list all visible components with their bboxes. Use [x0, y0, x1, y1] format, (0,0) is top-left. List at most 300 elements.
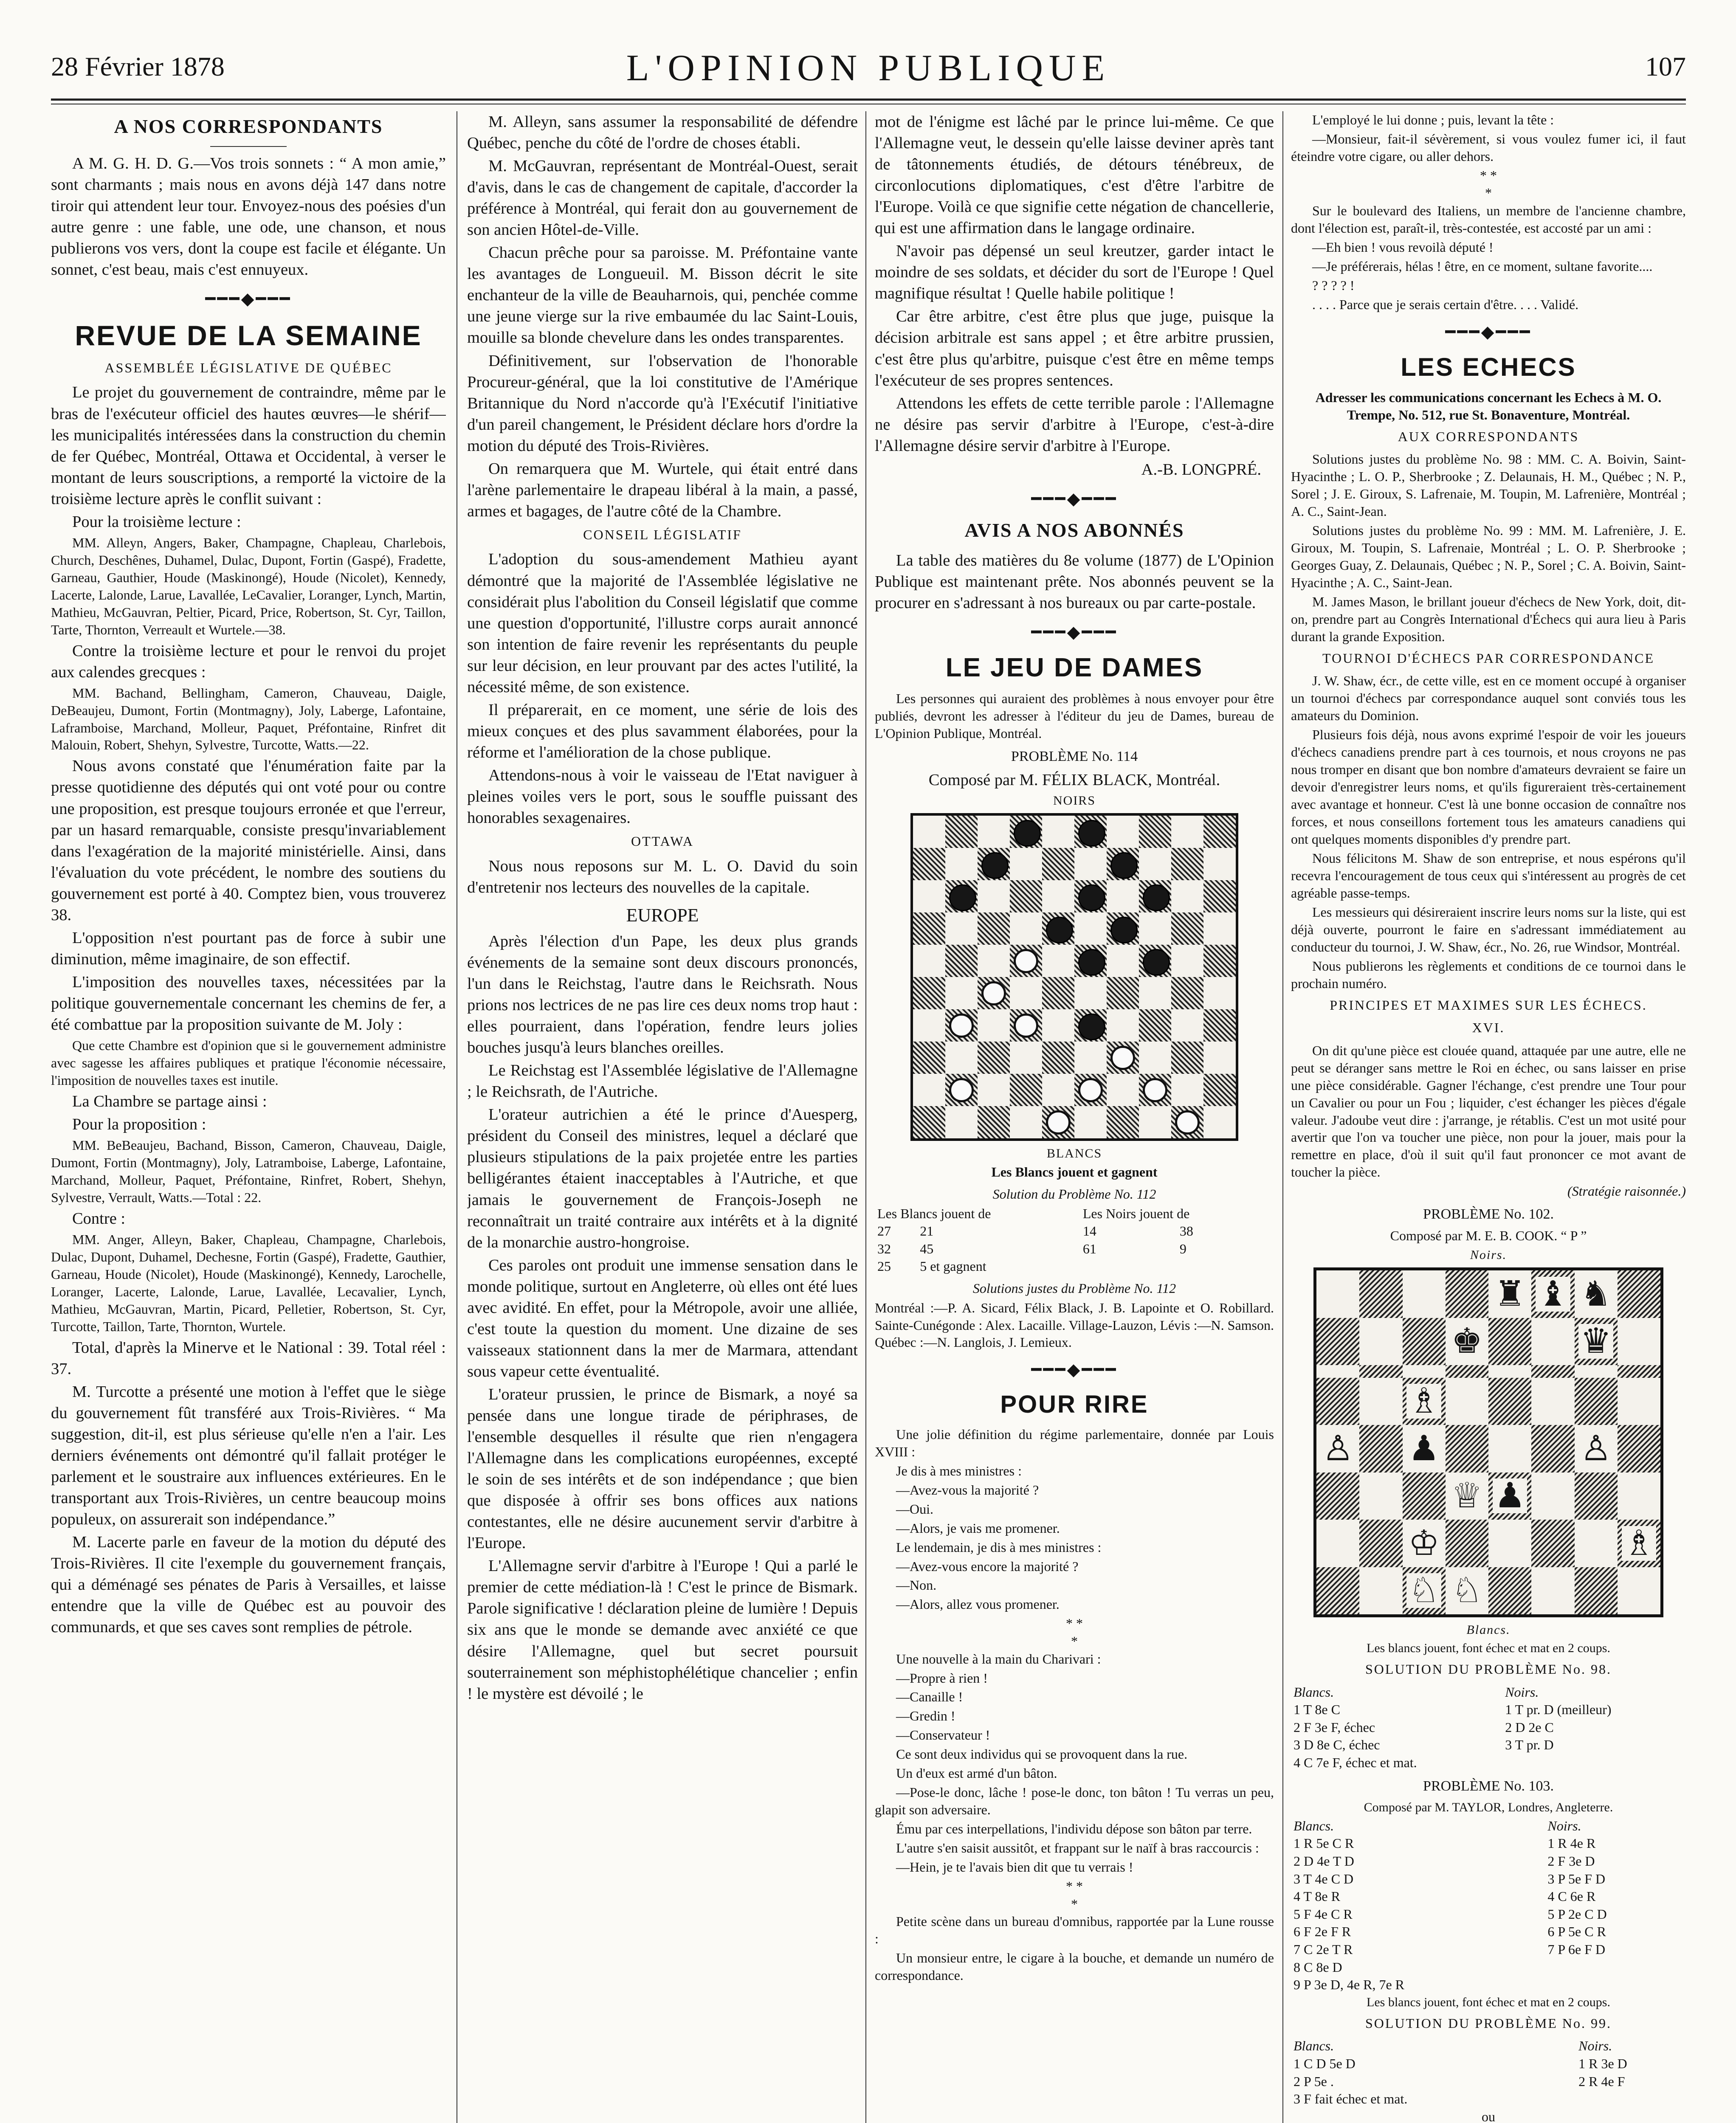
- board-square: [1531, 1425, 1574, 1473]
- board-square: [1203, 912, 1236, 945]
- board-square: [978, 1009, 1010, 1042]
- board-square: [913, 848, 945, 880]
- chess-piece: ♕: [1450, 1478, 1485, 1513]
- paragraph: A M. G. H. D. G.—Vos trois sonnets : “ A mon amie,” sont charmants ; mais nous en avons déjà 147 dans notre tiroir qui attendent leur tour. Envoyez-nous des poésies d'un autre genre : une fable, une ode, une chanson, et nous publierons vos vers, dont la coupe est facile et élégante. Un sonnet, c'est beau, mais c'est ennuyeux.: [51, 154, 446, 279]
- board-square: [1488, 1270, 1531, 1318]
- chess-piece: ♛: [1578, 1324, 1613, 1359]
- board-square: [1403, 1425, 1446, 1473]
- board-square: [1575, 1425, 1618, 1473]
- board-square: [1203, 816, 1236, 848]
- board-square: [1488, 1425, 1531, 1473]
- board-square: [1359, 1365, 1402, 1378]
- line: —Canaille !: [896, 1689, 963, 1705]
- board-square: [1107, 1074, 1139, 1106]
- solution-header: Les Noirs jouent de: [1082, 1205, 1190, 1221]
- chess-piece: ♙: [1321, 1431, 1356, 1466]
- rire-anecdote-2: [875, 1650, 1274, 1876]
- board-square: [1203, 977, 1236, 1009]
- board-square: [1203, 1106, 1236, 1138]
- board-square: [1575, 1365, 1618, 1378]
- problem-table: [1291, 1817, 1686, 1994]
- cell: 1 T pr. D (meilleur): [1505, 1702, 1612, 1718]
- board-square: [1171, 1074, 1203, 1106]
- board-square: [1074, 1009, 1107, 1042]
- table-row: [875, 1240, 1274, 1258]
- side-label-noirs: Noirs.: [1470, 1248, 1507, 1262]
- board-square: [1316, 1270, 1359, 1318]
- cell: [1576, 2090, 1686, 2108]
- board-square: [1403, 1365, 1446, 1378]
- board-square: [1107, 912, 1139, 945]
- board-square: [1446, 1365, 1488, 1378]
- table-row: [1291, 2037, 1686, 2055]
- board-square: [1107, 1042, 1139, 1074]
- board-square: [1139, 880, 1171, 912]
- board-square: [1618, 1425, 1660, 1473]
- black-piece: [1014, 820, 1041, 847]
- header-rule: [51, 99, 1686, 101]
- board-square: [1139, 1042, 1171, 1074]
- cell: [1545, 1959, 1686, 1977]
- paragraph: Petite scène dans un bureau d'omnibus, rapportée par la Lune rousse :: [875, 1914, 1274, 1947]
- vote-list: MM. BeBeaujeu, Bachand, Bisson, Cameron, Chauveau, Daigle, Dumont, Fortin (Montmagny), Joly, Latramboise, Laberge, Lafontaine, Marchand, Molleur, Paquet, Préfontaine, Rinfret, Robert, Shehyn, Sylvestre, Verrault, Watts.—Total : 22.: [51, 1137, 446, 1205]
- paragraph: L'opposition n'est pourtant pas de force à subir une diminution, même imaginaire, de son effectif.: [51, 929, 446, 968]
- table-row: [1291, 2055, 1686, 2073]
- board-square: [1042, 912, 1074, 945]
- board-square: [1359, 1425, 1402, 1473]
- paragraph: L'adoption du sous-amendement Mathieu ayant démontré que la majorité de l'Assemblée législative ne considérait plus l'abolition du Conseil législatif que comme une question d'opportunité, l'illustre corps aurait annoncé son intention de faire revenir les représentants du peuple sur leur décision, en leur prouvant par des actes l'utilité, la nécessité même, de son existence.: [467, 550, 858, 696]
- paragraph: Le Reichstag est l'Assemblée législative de l'Allemagne ; le Reichsrath, de l'Autriche.: [467, 1062, 858, 1101]
- board-square: [1010, 945, 1042, 977]
- board-square: [945, 1009, 978, 1042]
- table-row: [1291, 1684, 1686, 1701]
- table-row: [1291, 1941, 1686, 1959]
- board-square: [1042, 945, 1074, 977]
- solution-title: SOLUTION DU PROBLÈME No. 99.: [1365, 2015, 1612, 2031]
- black-piece: [1078, 820, 1105, 847]
- ornament-divider: ━━━◆━━━: [1445, 322, 1532, 341]
- board-square: [1531, 1567, 1574, 1615]
- problem-title: PROBLÈME No. 114: [1011, 749, 1138, 765]
- board-square: [945, 848, 978, 880]
- paragraph: Ces paroles ont produit une immense sensation dans le monde politique, surtout en Angleterre, où elles ont été lues avec avidité. En effet, pour la Métropole, avoir une alliée, c'est toute la question du moment. Une dizaine de ses vaisseaux stationnent dans la mer de Marmara, attendant sous vapeur cette éventualité.: [467, 1256, 858, 1380]
- table-row: [1291, 1817, 1686, 1835]
- line: —Oui.: [896, 1501, 933, 1517]
- page-number: 107: [1645, 51, 1686, 82]
- cell: 4 T 8e R: [1294, 1889, 1340, 1904]
- cell: 3 D 8e C, échec: [1294, 1737, 1380, 1753]
- board-square: [978, 816, 1010, 848]
- line: —Avez-vous encore la majorité ?: [896, 1558, 1079, 1574]
- paragraph: Solutions justes du problème No. 98 : MM. C. A. Boivin, Saint-Hyacinthe ; L. O. P., Sherbrooke ; Z. Delaunais, H. M., Québec ; N. P., Sorel ; J. E. Giroux, S. Lafrenaie, M. Toupin, M. Lafrenière, Montréal ; A. C., Saint-Jean.: [1291, 451, 1686, 519]
- ornament-divider: ━━━◆━━━: [205, 289, 292, 309]
- asterism: * * *: [1066, 1616, 1083, 1649]
- cell: 2 F 3e F, échec: [1294, 1719, 1375, 1735]
- ornament-divider: ━━━◆━━━: [1031, 489, 1118, 508]
- board-square: [945, 945, 978, 977]
- cell: 1 T 8e C: [1294, 1702, 1340, 1718]
- chess-piece: ♟: [1493, 1478, 1527, 1513]
- board-square: [945, 880, 978, 912]
- black-piece: [1110, 852, 1138, 879]
- board-square: [1074, 1042, 1107, 1074]
- board-square: [978, 880, 1010, 912]
- paragraph: On dit qu'une pièce est clouée quand, attaquée par une autre, elle ne peut se déranger sans mettre le Roi en échec, ou sans laisser en prise une pièce considérable. Gagner l'échange, c'est prendre une Tour pour un Cavalier ou pour un Fou ; liquider, c'est échanger les pièces d'égale valeur. J'adoube veut dire : j'arrange, je rétablis. C'est un mot usité pour avertir que l'on va toucher une pièce, non pour la jouer, mais pour la remettre en place, d'où il suit qu'il faut prononcer ce mot avant de toucher la pièce.: [1291, 1042, 1686, 1180]
- cell: 7 C 2e T R: [1294, 1941, 1353, 1957]
- board-square: [978, 945, 1010, 977]
- paragraph: —Je préférerais, hélas ! être, en ce moment, sultane favorite....: [1312, 258, 1653, 274]
- paragraph: M. Alleyn, sans assumer la responsabilité de défendre Québec, penche du côté de l'ordre de choses établi.: [467, 113, 858, 152]
- board-square: [1618, 1378, 1660, 1425]
- board-square: [1316, 1378, 1359, 1425]
- board-square: [1575, 1378, 1618, 1425]
- cell: 32: [877, 1241, 891, 1256]
- board-square: [1203, 880, 1236, 912]
- cell: 6 P 5e C R: [1547, 1924, 1606, 1940]
- board-square: [1203, 1042, 1236, 1074]
- echecs-heading: LES ECHECS: [1401, 352, 1576, 381]
- board-square: [1316, 1473, 1359, 1520]
- board-square: [913, 945, 945, 977]
- problem-author: Composé par M. E. B. COOK. “ P ”: [1390, 1228, 1587, 1244]
- board-square: [1359, 1318, 1402, 1366]
- black-piece: [1143, 949, 1170, 976]
- line: —Conservateur !: [896, 1727, 990, 1743]
- cell: [1545, 1976, 1686, 1994]
- board-square: [1139, 848, 1171, 880]
- board-square: [1042, 977, 1074, 1009]
- column-2: [467, 111, 858, 2123]
- paragraph: Attendons-nous à voir le vaisseau de l'Etat naviguer à pleines voiles vers le port, sous le souffle puissant des honorables sexagenaires.: [467, 766, 858, 827]
- paragraph: Après l'élection d'un Pape, les deux plus grands événements de la semaine sont deux discours prononcés, l'un dans le Reichstag, l'autre dans le Reichsrath. Nous prions nos lectrices de ne pas lire ces deux noms trop haut : elles pourraient, dans l'opération, fendre leurs jolies bouches jusqu'à leurs blanches oreilles.: [467, 932, 858, 1057]
- line: —Hein, je te l'avais bien dit que tu verrais !: [896, 1859, 1133, 1875]
- paragraph: . . . . Parce que je serais certain d'être. . . . Validé.: [1312, 296, 1579, 312]
- board-square: [1531, 1365, 1574, 1378]
- board-square: [913, 1009, 945, 1042]
- board-square: [1446, 1270, 1488, 1318]
- column-3: [875, 111, 1274, 2123]
- board-square: [1171, 848, 1203, 880]
- board-square: [1171, 977, 1203, 1009]
- black-piece: [1046, 917, 1073, 944]
- paragraph: Nous avons constaté que l'énumération faite par la presse quotidienne des députés qui ont voté pour ou contre une proposition, est presque toujours erronée et que l'erreur, par un hasard remarquable, consiste presqu'invariablement dans l'exagération de la majorité ministérielle. Ainsi, dans l'évaluation du vote précédent, le nombre des soutiens du gouvernement est porté à 40. Comptez bien, vous trouverez 38.: [51, 757, 446, 924]
- board-square: [1074, 848, 1107, 880]
- board-square: [1488, 1473, 1531, 1520]
- white-piece: [1014, 1014, 1038, 1038]
- white-piece: [1143, 1078, 1167, 1103]
- cell: 1 R 5e C R: [1294, 1836, 1354, 1851]
- line: —Gredin !: [896, 1708, 955, 1724]
- rire-heading: POUR RIRE: [1000, 1391, 1149, 1419]
- paragraph: ? ? ? ? !: [1312, 277, 1355, 293]
- vote-list: MM. Anger, Alleyn, Baker, Chapleau, Champagne, Charlebois, Dulac, Dupont, Duhamel, Dechesne, Fortin (Gaspé), Fradette, Gauthier, Garneau, Houde (Nicolet), Houde (Maskinongé), Kennedy, Larochelle, Loranger, Lacerte, Lalonde, Larue, Lavallée, Lecavalier, Lynch, Mathieu, McGauvran, Martin, Picard, Pelletier, Robertson, St. Cyr, Turcotte, Taillon, Tarte, Thornton, Wurtele.: [51, 1231, 446, 1334]
- board-caption: Les Blancs jouent et gagnent: [991, 1164, 1158, 1180]
- rire-anecdote-1: [875, 1426, 1274, 1613]
- masthead: [51, 42, 1686, 93]
- paragraph: J. W. Shaw, écr., de cette ville, est en ce moment occupé à organiser un tournoi d'échecs par correspondance auquel sont conviés tous les amateurs du Dominion.: [1291, 673, 1686, 724]
- chess-piece: ♔: [1406, 1526, 1441, 1561]
- board-square: [1618, 1270, 1660, 1318]
- chess-board: [1313, 1267, 1663, 1617]
- board-square: [978, 1106, 1010, 1138]
- line: Un d'eux est armé d'un bâton.: [896, 1765, 1057, 1781]
- cell: 6 F 2e F R: [1294, 1924, 1351, 1940]
- table-row: [1291, 1888, 1686, 1906]
- board-square: [1359, 1567, 1402, 1615]
- board-square: [913, 1042, 945, 1074]
- table-row: [1291, 1870, 1686, 1888]
- line: Le lendemain, je dis à mes ministres :: [896, 1539, 1102, 1555]
- vote-list: MM. Bachand, Bellingham, Cameron, Chauveau, Daigle, DeBeaujeu, Dumont, Fortin (Montmagny), Joly, Laberge, Lafontaine, Laframboise, Marchand, Molleur, Paquet, Préfontaine, Rinfret dit Malouin, Robert, Shehyn, Sylvestre, Turcotte, Watts.—22.: [51, 685, 446, 753]
- cell: [1177, 1258, 1274, 1275]
- paragraph: L'employé le lui donne ; puis, levant la tête :: [1312, 112, 1554, 127]
- cell: 9 P 3e D, 4e R, 7e R: [1294, 1977, 1405, 1993]
- white-piece: [949, 1078, 974, 1103]
- table-row: [1291, 1976, 1686, 1994]
- cell: 2 D 2e C: [1505, 1719, 1554, 1735]
- side-label-blancs: Blancs.: [1466, 1623, 1511, 1637]
- column-1: [51, 111, 446, 2123]
- white-piece: [1175, 1110, 1200, 1135]
- section-heading: AUX CORRESPONDANTS: [1398, 428, 1579, 444]
- board-square: [1488, 1318, 1531, 1366]
- board-square: [1042, 1074, 1074, 1106]
- dames-note: Les personnes qui auraient des problèmes à nous envoyer pour être publiés, devront les adresser à l'éditeur du jeu de Dames, bureau de L'Opinion Publique, Montréal.: [875, 691, 1274, 741]
- paragraph: La Chambre se partage ainsi :: [72, 1092, 267, 1110]
- cell: 2 P 5e .: [1294, 2073, 1334, 2089]
- avis-heading: AVIS A NOS ABONNÉS: [964, 519, 1184, 541]
- board-square: [1531, 1473, 1574, 1520]
- chess-piece: ♘: [1450, 1573, 1485, 1608]
- problem-author: Composé par M. TAYLOR, Londres, Angleterre.: [1364, 1800, 1613, 1814]
- issue-date: 28 Février 1878: [51, 51, 225, 82]
- board-square: [978, 1042, 1010, 1074]
- chess-piece: ♝: [1536, 1277, 1570, 1312]
- board-square: [1171, 912, 1203, 945]
- section-heading: TOURNOI D'ÉCHECS PAR CORRESPONDANCE: [1322, 650, 1654, 666]
- board-square: [945, 1106, 978, 1138]
- board-square: [1171, 945, 1203, 977]
- board-square: [978, 977, 1010, 1009]
- board-square: [1203, 1009, 1236, 1042]
- cell: 1 R 3e D: [1578, 2055, 1627, 2071]
- cell: ou: [1482, 2109, 1495, 2123]
- board-square: [1010, 1009, 1042, 1042]
- echecs-note: Adresser les communications concernant les Echecs à M. O. Trempe, No. 512, rue St. Bonaventure, Montréal.: [1315, 389, 1662, 422]
- paragraph: mot de l'énigme est lâché par le prince lui-même. Ce que l'Allemagne veut, le dessein qu'elle laisse deviner après tant de tâtonnements étudiés, de détours ténébreux, de circonlocutions diplomatiques, c'est d'être l'arbitre de l'Europe. Voilà ce que signifie cette négation de chancellerie, qui est une affirmation dans le langage ordinaire.: [875, 113, 1274, 237]
- solution-table: [875, 1205, 1274, 1275]
- board-square: [1203, 945, 1236, 977]
- problem-title: PROBLÈME No. 103.: [1423, 1778, 1554, 1794]
- board-square: [1359, 1270, 1402, 1318]
- board-square: [1359, 1473, 1402, 1520]
- chess-piece: ♜: [1493, 1277, 1527, 1312]
- board-square: [1531, 1378, 1574, 1425]
- paragraph: Contre :: [72, 1209, 126, 1228]
- board-square: [1316, 1365, 1359, 1378]
- board-square: [913, 1106, 945, 1138]
- table-row: [1291, 1853, 1686, 1870]
- paragraph: Solutions justes du problème No. 99 : MM. M. Lafrenière, J. E. Giroux, M. Toupin, S. Lafrenaie, Montréal ; L. O. P. Sherbrooke ; Georges Guay, Z. Delaunais, Québec ; N. P., Sorel ; C. A. Boivin, Saint-Hyacinthe ; A. C., Saint-Jean.: [1291, 523, 1686, 590]
- board-square: [1446, 1425, 1488, 1473]
- author-signature: A.-B. LONGPRÉ.: [1141, 460, 1261, 479]
- board-square: [1488, 1520, 1531, 1567]
- table-row: [1291, 2073, 1686, 2091]
- motion-text: Que cette Chambre est d'opinion que si le gouvernement administre avec sagesse les affaires publiques et pratique l'économie nécessaire, l'imposition de nouvelles taxes est inutile.: [51, 1038, 446, 1088]
- line: —Avez-vous la majorité ?: [896, 1482, 1039, 1498]
- board-square: [1446, 1318, 1488, 1366]
- board-square: [1042, 1009, 1074, 1042]
- cell: 2 R 4e F: [1578, 2073, 1625, 2089]
- board-square: [1575, 1520, 1618, 1567]
- solutions-justes-text: Montréal :—P. A. Sicard, Félix Black, J. B. Lapointe et O. Robillard. Sainte-Cunégonde : Alex. Lacaille. Village-Lauzon, Lévis :—N. Samson. Québec :—N. Langlois, J. Lemieux.: [875, 1300, 1274, 1350]
- board-square: [1575, 1473, 1618, 1520]
- column-4: [1291, 111, 1686, 2123]
- solution-header: Les Blancs jouent de: [877, 1205, 991, 1221]
- cell: 2 D 4e T D: [1294, 1853, 1354, 1869]
- paragraph: M. James Mason, le brillant joueur d'échecs de New York, doit, dit-on, prendre part au Congrès International d'Échecs qui aura lieu à Paris durant la grande Exposition.: [1291, 594, 1686, 644]
- board-square: [1139, 816, 1171, 848]
- board-square: [1618, 1520, 1660, 1567]
- ornament-divider: ━━━◆━━━: [1031, 1360, 1118, 1380]
- vote-list: MM. Alleyn, Angers, Baker, Champagne, Chapleau, Charlebois, Church, Deschênes, Duhamel, Dulac, Dupont, Fortin (Gaspé), Fradette, Garneau, Gauthier, Houde (Maskinongé), Houde (Nicolet), Kennedy, Lacerte, Lalonde, Larue, Lavallée, LeCavalier, Loranger, Lynch, Martin, Mathieu, McGauvran, Peltier, Picard, Price, Robertson, St. Cyr, Taillon, Tarte, Thornton, Verreault et Wurtele.—38.: [51, 535, 446, 637]
- board-square: [1074, 977, 1107, 1009]
- board-square: [1139, 977, 1171, 1009]
- board-square: [1403, 1473, 1446, 1520]
- board-square: [1107, 816, 1139, 848]
- line: Je dis à mes ministres :: [896, 1463, 1022, 1478]
- paragraph: Le projet du gouvernement de contraindre, même par le bras de l'exécuteur officiel des hautes œuvres—le shérif—les municipalités intéressées dans la construction du chemin de fer Québec, Montréal, Ottawa et Occidental, à verser le montant de leurs souscriptions, a remporté la victoire de la troisième lecture après le conflit suivant :: [51, 383, 446, 508]
- column-header: Blancs.: [1294, 1818, 1334, 1833]
- line: L'autre s'en saisit aussitôt, et frappant sur le naïf à bras raccourcis :: [896, 1840, 1259, 1856]
- board-square: [1316, 1318, 1359, 1366]
- cell: 9: [1179, 1241, 1186, 1256]
- board-square: [1074, 945, 1107, 977]
- board-caption: Les blancs jouent, font échec et mat en 2 coups.: [1367, 1641, 1610, 1656]
- cell: 3 P 5e F D: [1547, 1871, 1606, 1886]
- section-heading: PRINCIPES ET MAXIMES SUR LES ÉCHECS.: [1330, 997, 1647, 1013]
- paragraph: L'orateur autrichien a été le prince d'Auesperg, président du Conseil des ministres, lequel a déclaré que plusieurs stipulations de la paix projetée entre les parties belligérantes étaient inacceptables à l'Autriche, et que jamais le gouvernement de François-Joseph ne reconnaîtrait un traité contraire aux intérêts et à la dignité de la monarchie austro-hongroise.: [467, 1106, 858, 1251]
- paragraph: Contre la troisième lecture et pour le renvoi du projet aux calendes grecques :: [51, 642, 446, 681]
- board-square: [945, 816, 978, 848]
- cell: 7 P 6e F D: [1547, 1941, 1606, 1957]
- board-square: [913, 816, 945, 848]
- black-piece: [1143, 884, 1170, 912]
- cell: 25: [877, 1259, 891, 1274]
- board-square: [1359, 1378, 1402, 1425]
- line: —Alors, je vais me promener.: [896, 1520, 1060, 1536]
- board-square: [1575, 1270, 1618, 1318]
- board-square: [1074, 1074, 1107, 1106]
- column-header: Blancs.: [1294, 1684, 1334, 1700]
- paragraph: Il préparerait, en ce moment, une série de lois des mieux conçues et des plus savamment élaborées, pour la réforme et l'amélioration de la chose publique.: [467, 701, 858, 761]
- board-square: [945, 1074, 978, 1106]
- paragraph: —Eh bien ! vous revoilà député !: [1312, 239, 1494, 255]
- board-square: [1010, 848, 1042, 880]
- board-square: [1074, 880, 1107, 912]
- asterism: * * *: [1480, 167, 1497, 201]
- table-row: [875, 1222, 1274, 1240]
- table-row: [1291, 1959, 1686, 1977]
- board-square: [1139, 945, 1171, 977]
- board-square: [1403, 1318, 1446, 1366]
- chess-piece: ♗: [1406, 1384, 1441, 1419]
- white-piece: [1078, 1078, 1103, 1103]
- cell: [1502, 1754, 1686, 1772]
- problem-title: PROBLÈME No. 102.: [1423, 1206, 1554, 1222]
- table-row: [1291, 1835, 1686, 1853]
- cell: 45: [920, 1241, 934, 1256]
- column-header: Noirs.: [1578, 2038, 1612, 2054]
- asterism: * * *: [1066, 1878, 1083, 1912]
- board-square: [1403, 1520, 1446, 1567]
- solution-table: [1291, 2037, 1686, 2123]
- column-divider: [1282, 111, 1283, 2123]
- problem-author: Composé par M. FÉLIX BLACK, Montréal.: [928, 771, 1220, 789]
- board-square: [1618, 1365, 1660, 1378]
- paragraph: Nous publierons les règlements et conditions de ce tournoi dans le prochain numéro.: [1291, 958, 1686, 991]
- table-row: [1291, 1906, 1686, 1923]
- board-square: [978, 912, 1010, 945]
- line: —Propre à rien !: [896, 1670, 988, 1686]
- board-square: [978, 848, 1010, 880]
- cell: 3 F fait échec et mat.: [1294, 2091, 1408, 2107]
- cell: 61: [1082, 1241, 1096, 1256]
- board-square: [1010, 816, 1042, 848]
- solution-title: SOLUTION DU PROBLÈME No. 98.: [1365, 1661, 1612, 1677]
- cell: 1 R 4e R: [1547, 1836, 1596, 1851]
- board-square: [1403, 1270, 1446, 1318]
- cell: 1 C D 5e D: [1294, 2055, 1356, 2071]
- board-square: [1531, 1318, 1574, 1366]
- board-square: [1010, 1042, 1042, 1074]
- board-square: [1139, 912, 1171, 945]
- board-square: [1203, 1074, 1236, 1106]
- cell: 5 et gagnent: [920, 1259, 986, 1274]
- board-square: [1316, 1425, 1359, 1473]
- section-heading: CONSEIL LÉGISLATIF: [583, 527, 742, 542]
- paragraph: On remarquera que M. Wurtele, qui était entré dans l'arène parlementaire le drapeau libéral à la main, a passé, armes et bagages, de l'autre côté de la Chambre.: [467, 459, 858, 520]
- board-square: [1010, 880, 1042, 912]
- paragraph: Définitivement, sur l'observation de l'honorable Procureur-général, que la loi constitutive de l'Amérique Britannique du Nord n'accorde qu'à l'Exécutif l'initiative d'un pareil changement, le Président déclare hors d'ordre la motion du député des Trois-Rivières.: [467, 352, 858, 455]
- board-square: [1618, 1473, 1660, 1520]
- board-square: [1074, 912, 1107, 945]
- board-square: [945, 912, 978, 945]
- section-number: XVI.: [1472, 1020, 1505, 1036]
- board-square: [1010, 1074, 1042, 1106]
- chess-piece: ♟: [1406, 1431, 1441, 1466]
- paragraph: Nous nous reposons sur M. L. O. David du soin d'entretenir nos lecteurs des nouvelles de la capitale.: [467, 857, 858, 896]
- line: —Alors, allez vous promener.: [896, 1596, 1060, 1612]
- board-square: [978, 1074, 1010, 1106]
- black-piece: [981, 852, 1009, 879]
- board-square: [1618, 1318, 1660, 1366]
- table-row: [1291, 1754, 1686, 1772]
- board-square: [1107, 945, 1139, 977]
- solution-table: [1291, 1684, 1686, 1772]
- column-header: Noirs.: [1547, 1818, 1581, 1833]
- chess-piece: ♗: [1622, 1526, 1657, 1561]
- cell: 27: [877, 1223, 891, 1239]
- board-square: [1171, 1009, 1203, 1042]
- divider: [210, 146, 287, 147]
- paragraph: Pour la proposition :: [72, 1115, 206, 1133]
- line: Ce sont deux individus qui se provoquent dans la rue.: [896, 1746, 1188, 1762]
- table-row: [1291, 1719, 1686, 1737]
- black-piece: [1078, 1014, 1105, 1041]
- board-square: [1042, 848, 1074, 880]
- black-piece: [1078, 884, 1105, 912]
